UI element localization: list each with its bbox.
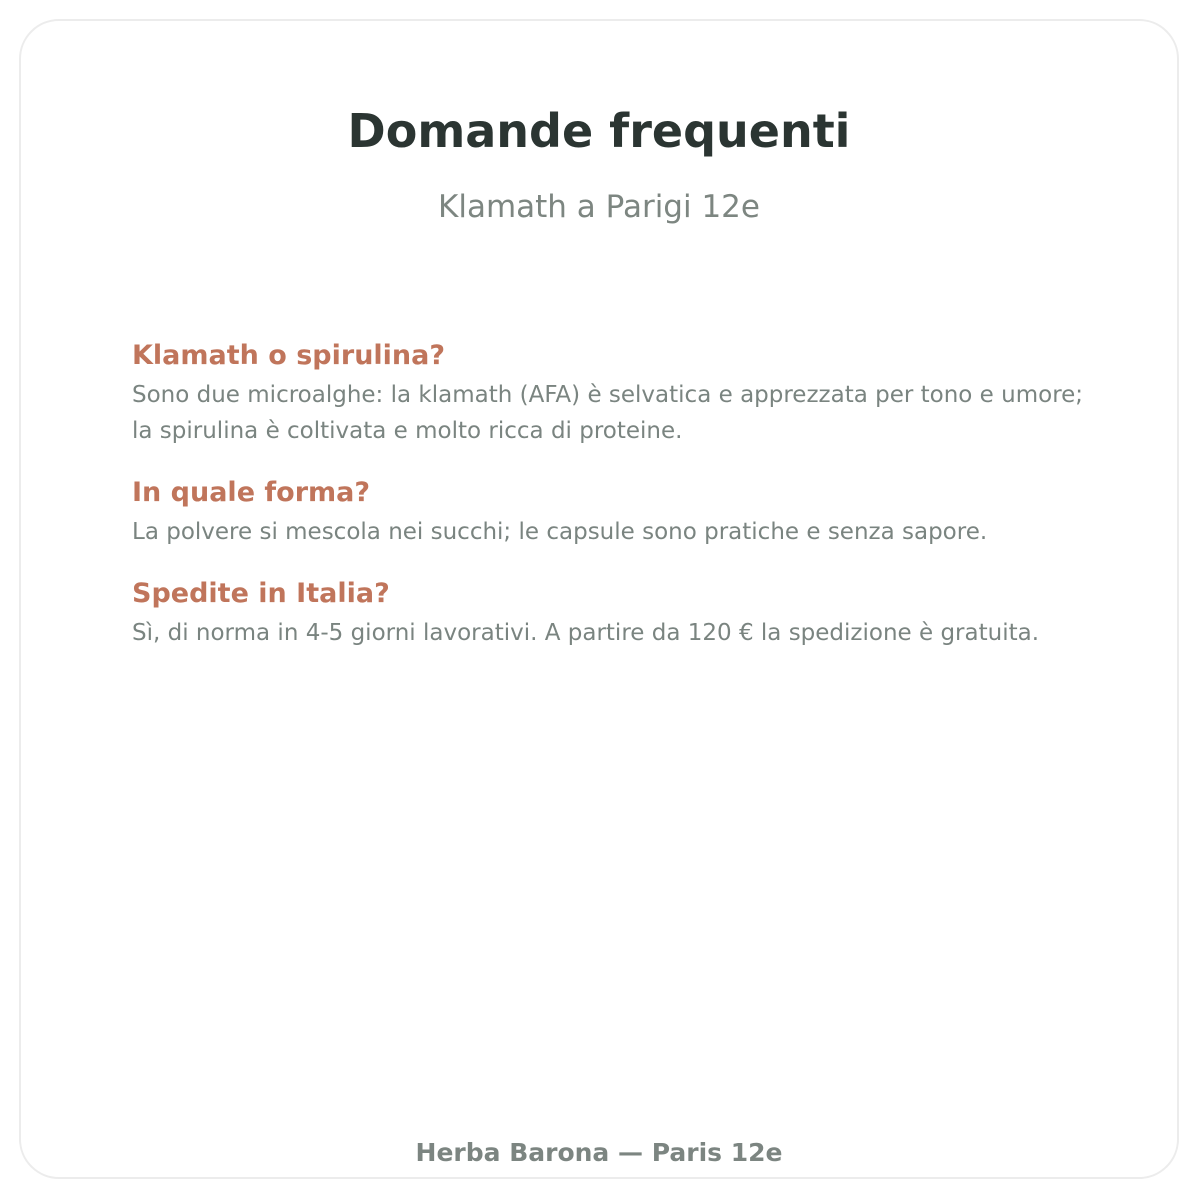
faq-answer: La polvere si mescola nei succhi; le capsule sono pratiche e senza sapore. xyxy=(132,519,988,545)
faq-item-klamath-spirulina xyxy=(132,339,1102,449)
footer-brand: Herba Barona — Paris 12e xyxy=(415,1138,783,1167)
faq-card xyxy=(19,19,1179,1179)
page-subtitle: Klamath a Parigi 12e xyxy=(438,189,760,225)
faq-item-forma xyxy=(132,476,1102,550)
faq-question: Klamath o spirulina? xyxy=(132,340,446,371)
page-title: Domande frequenti xyxy=(347,104,851,158)
faq-item-spedizione xyxy=(132,577,1102,651)
faq-question: In quale forma? xyxy=(132,477,371,508)
faq-answer: Sì, di norma in 4-5 giorni lavorativi. A partire da 120 € la spedizione è gratuita. xyxy=(132,620,1040,646)
faq-answer: Sono due microalghe: la klamath (AFA) è selvatica e apprezzata per tono e umore; la spirulina è coltivata e molto ricca di proteine. xyxy=(132,382,1084,444)
faq-question: Spedite in Italia? xyxy=(132,578,390,609)
faq-list xyxy=(132,339,1102,678)
